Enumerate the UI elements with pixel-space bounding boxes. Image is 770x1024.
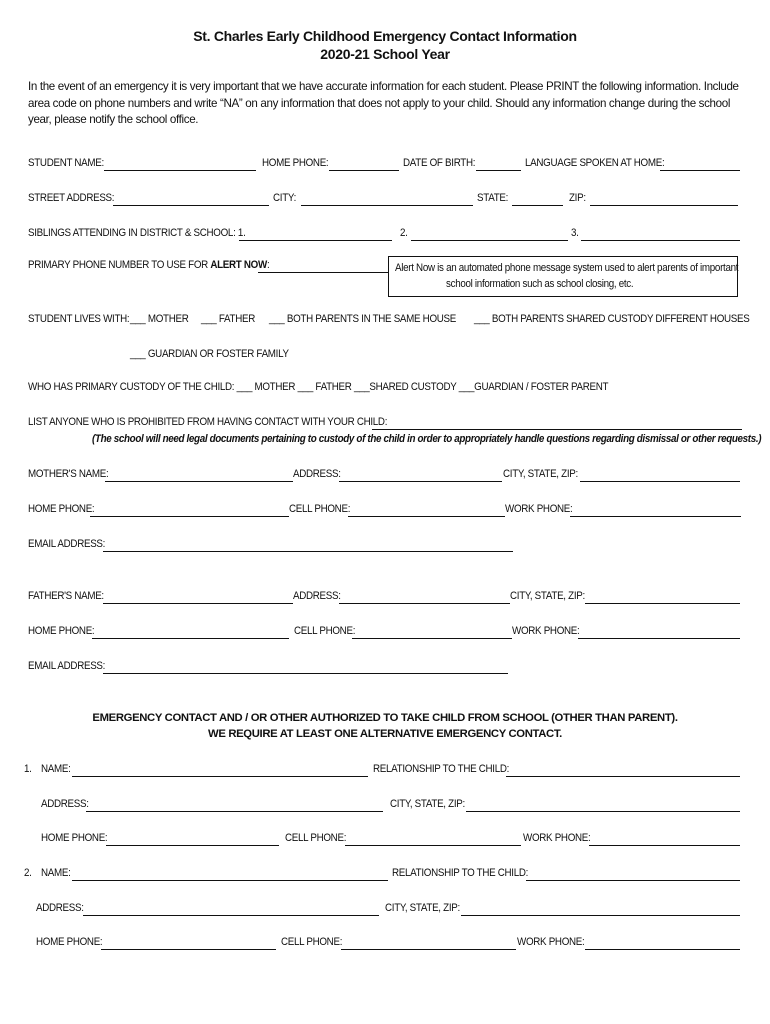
primary-phone-field[interactable]	[258, 272, 388, 273]
contact-2-relationship-label: RELATIONSHIP TO THE CHILD:	[392, 867, 529, 879]
father-email-field[interactable]	[103, 673, 508, 674]
father-email-label: EMAIL ADDRESS:	[28, 660, 106, 672]
legal-documents-note: (The school will need legal documents pertaining to custody of the child in order to appropriately handle questions regarding dismissal or other requests.)	[92, 433, 762, 445]
mother-cell-phone-label: CELL PHONE:	[289, 503, 351, 515]
city-label: CITY:	[273, 192, 296, 204]
contact-2-relationship-field[interactable]	[526, 880, 740, 881]
mother-email-label: EMAIL ADDRESS:	[28, 538, 106, 550]
contact-2-home-phone-field[interactable]	[101, 949, 276, 950]
primary-phone-label-text: PRIMARY PHONE NUMBER TO USE FOR	[28, 259, 211, 271]
contact-1-address-label: ADDRESS:	[41, 798, 89, 810]
student-name-label: STUDENT NAME:	[28, 157, 104, 169]
city-field[interactable]	[301, 205, 473, 206]
language-field[interactable]	[660, 170, 740, 171]
sibling-2-number: 2.	[400, 227, 408, 239]
contact-2-cell-phone-field[interactable]	[341, 949, 516, 950]
mother-home-phone-label: HOME PHONE:	[28, 503, 95, 515]
contact-1-relationship-label: RELATIONSHIP TO THE CHILD:	[373, 763, 510, 775]
mother-csz-label: CITY, STATE, ZIP:	[503, 468, 578, 480]
state-label: STATE:	[477, 192, 509, 204]
lives-with-label: STUDENT LIVES WITH:	[28, 313, 130, 325]
contact-1-name-label: NAME:	[41, 763, 71, 775]
sibling-3-number: 3.	[571, 227, 579, 239]
state-field[interactable]	[512, 205, 563, 206]
father-work-phone-field[interactable]	[578, 638, 740, 639]
emergency-heading: EMERGENCY CONTACT AND / OR OTHER AUTHORIZED TO TAKE CHILD FROM SCHOOL (OTHER THAN PARENT).	[92, 712, 678, 724]
contact-1-name-field[interactable]	[72, 776, 368, 777]
contact-1-cell-phone-field[interactable]	[345, 845, 521, 846]
primary-phone-colon: :	[266, 259, 270, 271]
contact-1-relationship-field[interactable]	[506, 776, 740, 777]
zip-label: ZIP:	[569, 192, 586, 204]
father-work-phone-label: WORK PHONE:	[512, 625, 580, 637]
dob-label: DATE OF BIRTH:	[403, 157, 476, 169]
siblings-label: SIBLINGS ATTENDING IN DISTRICT & SCHOOL: 1.	[28, 227, 246, 239]
father-csz-field[interactable]	[585, 603, 740, 604]
contact-1-work-phone-label: WORK PHONE:	[523, 832, 591, 844]
language-label: LANGUAGE SPOKEN AT HOME:	[525, 157, 665, 169]
contact-1-work-phone-field[interactable]	[589, 845, 740, 846]
lives-with-mother-option[interactable]: ___ MOTHER	[130, 313, 189, 325]
mother-home-phone-field[interactable]	[90, 516, 289, 517]
street-address-label: STREET ADDRESS:	[28, 192, 115, 204]
contact-2-address-field[interactable]	[83, 915, 379, 916]
mother-work-phone-label: WORK PHONE:	[505, 503, 573, 515]
contact-1-number: 1.	[24, 763, 32, 775]
lives-with-father-option[interactable]: ___ FATHER	[201, 313, 255, 325]
mother-address-field[interactable]	[339, 481, 502, 482]
mother-csz-field[interactable]	[580, 481, 740, 482]
contact-2-home-phone-label: HOME PHONE:	[36, 936, 103, 948]
father-address-label: ADDRESS:	[293, 590, 341, 602]
contact-1-csz-field[interactable]	[466, 811, 740, 812]
zip-field[interactable]	[590, 205, 738, 206]
sibling-1-field[interactable]	[239, 240, 392, 241]
home-phone-label: HOME PHONE:	[262, 157, 329, 169]
intro-paragraph: In the event of an emergency it is very important that we have accurate information for each student. Please PRINT the following information. Include area code on phone numbers and write “NA” on any information that does not apply to your child. Should any information change during the school year, please notify the school office.	[28, 80, 739, 126]
mother-name-field[interactable]	[105, 481, 293, 482]
contact-1-csz-label: CITY, STATE, ZIP:	[390, 798, 465, 810]
father-csz-label: CITY, STATE, ZIP:	[510, 590, 585, 602]
contact-2-name-label: NAME:	[41, 867, 71, 879]
father-cell-phone-label: CELL PHONE:	[294, 625, 356, 637]
contact-2-address-label: ADDRESS:	[36, 902, 84, 914]
alert-now-note-box	[388, 256, 738, 297]
mother-email-field[interactable]	[103, 551, 513, 552]
father-address-field[interactable]	[339, 603, 510, 604]
father-name-label: FATHER'S NAME:	[28, 590, 104, 602]
alert-now-note-line-1: Alert Now is an automated phone message system used to alert parents of important	[395, 262, 739, 274]
contact-2-name-field[interactable]	[72, 880, 388, 881]
street-address-field[interactable]	[113, 205, 269, 206]
primary-custody-question: WHO HAS PRIMARY CUSTODY OF THE CHILD: ___ MOTHER ___ FATHER ___SHARED CUSTODY ___GUARDIAN / FOSTER PARENT	[28, 381, 609, 393]
contact-1-address-field[interactable]	[86, 811, 383, 812]
father-cell-phone-field[interactable]	[352, 638, 512, 639]
mother-name-label: MOTHER'S NAME:	[28, 468, 109, 480]
prohibited-contact-label: LIST ANYONE WHO IS PROHIBITED FROM HAVING CONTACT WITH YOUR CHILD:	[28, 416, 388, 428]
contact-2-work-phone-label: WORK PHONE:	[517, 936, 585, 948]
prohibited-contact-field[interactable]	[372, 429, 742, 430]
father-home-phone-label: HOME PHONE:	[28, 625, 95, 637]
mother-address-label: ADDRESS:	[293, 468, 341, 480]
father-name-field[interactable]	[103, 603, 293, 604]
emergency-requirement: WE REQUIRE AT LEAST ONE ALTERNATIVE EMERGENCY CONTACT.	[208, 728, 562, 740]
student-name-field[interactable]	[104, 170, 256, 171]
form-title: St. Charles Early Childhood Emergency Contact Information	[193, 28, 577, 44]
contact-2-work-phone-field[interactable]	[585, 949, 740, 950]
contact-2-number: 2.	[24, 867, 32, 879]
form-subtitle: 2020-21 School Year	[320, 46, 450, 62]
mother-cell-phone-field[interactable]	[348, 516, 505, 517]
alert-now-label: ALERT NOW	[210, 259, 267, 271]
contact-2-cell-phone-label: CELL PHONE:	[281, 936, 343, 948]
alert-now-note-line-2: school information such as school closing, etc.	[446, 278, 634, 290]
contact-1-cell-phone-label: CELL PHONE:	[285, 832, 347, 844]
lives-with-guardian-option[interactable]: ___ GUARDIAN OR FOSTER FAMILY	[130, 348, 289, 360]
mother-work-phone-field[interactable]	[570, 516, 741, 517]
contact-1-home-phone-label: HOME PHONE:	[41, 832, 108, 844]
lives-with-both-option[interactable]: ___ BOTH PARENTS IN THE SAME HOUSE	[269, 313, 457, 325]
home-phone-field[interactable]	[329, 170, 399, 171]
lives-with-shared-option[interactable]: ___ BOTH PARENTS SHARED CUSTODY DIFFERENT HOUSES	[474, 313, 750, 325]
father-home-phone-field[interactable]	[92, 638, 289, 639]
dob-field[interactable]	[476, 170, 521, 171]
contact-1-home-phone-field[interactable]	[106, 845, 279, 846]
primary-phone-label	[28, 259, 269, 271]
sibling-3-field[interactable]	[581, 240, 740, 241]
contact-2-csz-label: CITY, STATE, ZIP:	[385, 902, 460, 914]
sibling-2-field[interactable]	[411, 240, 568, 241]
contact-2-csz-field[interactable]	[461, 915, 740, 916]
